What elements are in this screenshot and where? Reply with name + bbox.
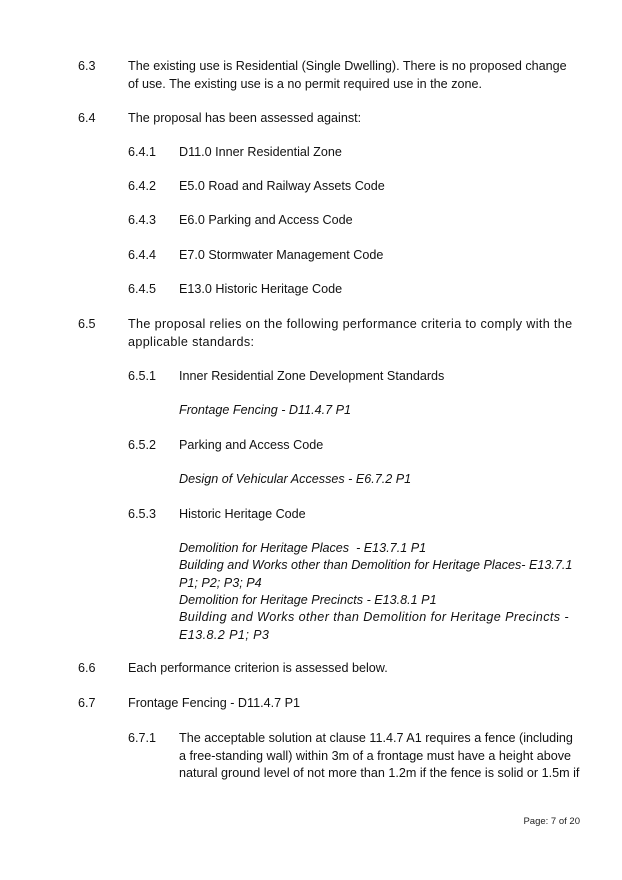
subsection-text: E5.0 Road and Railway Assets Code: [179, 179, 385, 193]
subsection-text: The acceptable solution at clause 11.4.7 A1 requires a fence (including a free-standing wall) within 3m of a frontage must have a height above natural ground level of not more than 1.2m if the fence is solid or 1.5m if: [179, 731, 580, 780]
subsection-text: E7.0 Stormwater Management Code: [179, 248, 384, 262]
section-number: 6.5: [78, 317, 96, 331]
performance-criterion: Demolition for Heritage Precincts - E13.8.1 P1: [179, 593, 437, 607]
subsection-number: 6.4.3: [128, 213, 157, 227]
subsection-text: Inner Residential Zone Development Standards: [179, 369, 445, 383]
section-number: 6.3: [78, 59, 96, 73]
section-text: The existing use is Residential (Single Dwelling). There is no proposed change of use. The existing use is a no permit required use in the zone.: [128, 59, 567, 91]
performance-criterion: Design of Vehicular Accesses - E6.7.2 P1: [179, 472, 412, 486]
subsection-text: Parking and Access Code: [179, 438, 324, 452]
section-text: Each performance criterion is assessed below.: [128, 661, 388, 675]
subsection-number: 6.4.4: [128, 248, 157, 262]
performance-criterion: Building and Works other than Demolition for Heritage Places- E13.7.1 P1; P2; P3; P4: [179, 558, 573, 590]
performance-criterion: Building and Works other than Demolition for Heritage Precincts - E13.8.2 P1; P3: [179, 610, 569, 642]
section-number: 6.7: [78, 696, 96, 710]
subsection-number: 6.7.1: [128, 731, 157, 745]
subsection-number: 6.5.3: [128, 507, 157, 521]
page-number: Page: 7 of 20: [523, 816, 580, 827]
subsection-number: 6.4.2: [128, 179, 157, 193]
section-number: 6.6: [78, 661, 96, 675]
section-text: Frontage Fencing - D11.4.7 P1: [128, 696, 300, 710]
performance-criterion: Frontage Fencing - D11.4.7 P1: [179, 403, 351, 417]
section-number: 6.4: [78, 111, 96, 125]
subsection-text: Historic Heritage Code: [179, 507, 306, 521]
subsection-number: 6.5.2: [128, 438, 157, 452]
subsection-number: 6.5.1: [128, 369, 157, 383]
subsection-number: 6.4.5: [128, 282, 157, 296]
section-text: The proposal relies on the following performance criteria to comply with the applicable standards:: [128, 317, 573, 349]
section-text: The proposal has been assessed against:: [128, 111, 362, 125]
subsection-number: 6.4.1: [128, 145, 157, 159]
subsection-text: E6.0 Parking and Access Code: [179, 213, 353, 227]
subsection-text: E13.0 Historic Heritage Code: [179, 282, 343, 296]
subsection-text: D11.0 Inner Residential Zone: [179, 145, 342, 159]
performance-criterion: Demolition for Heritage Places - E13.7.1 P1: [179, 541, 427, 555]
